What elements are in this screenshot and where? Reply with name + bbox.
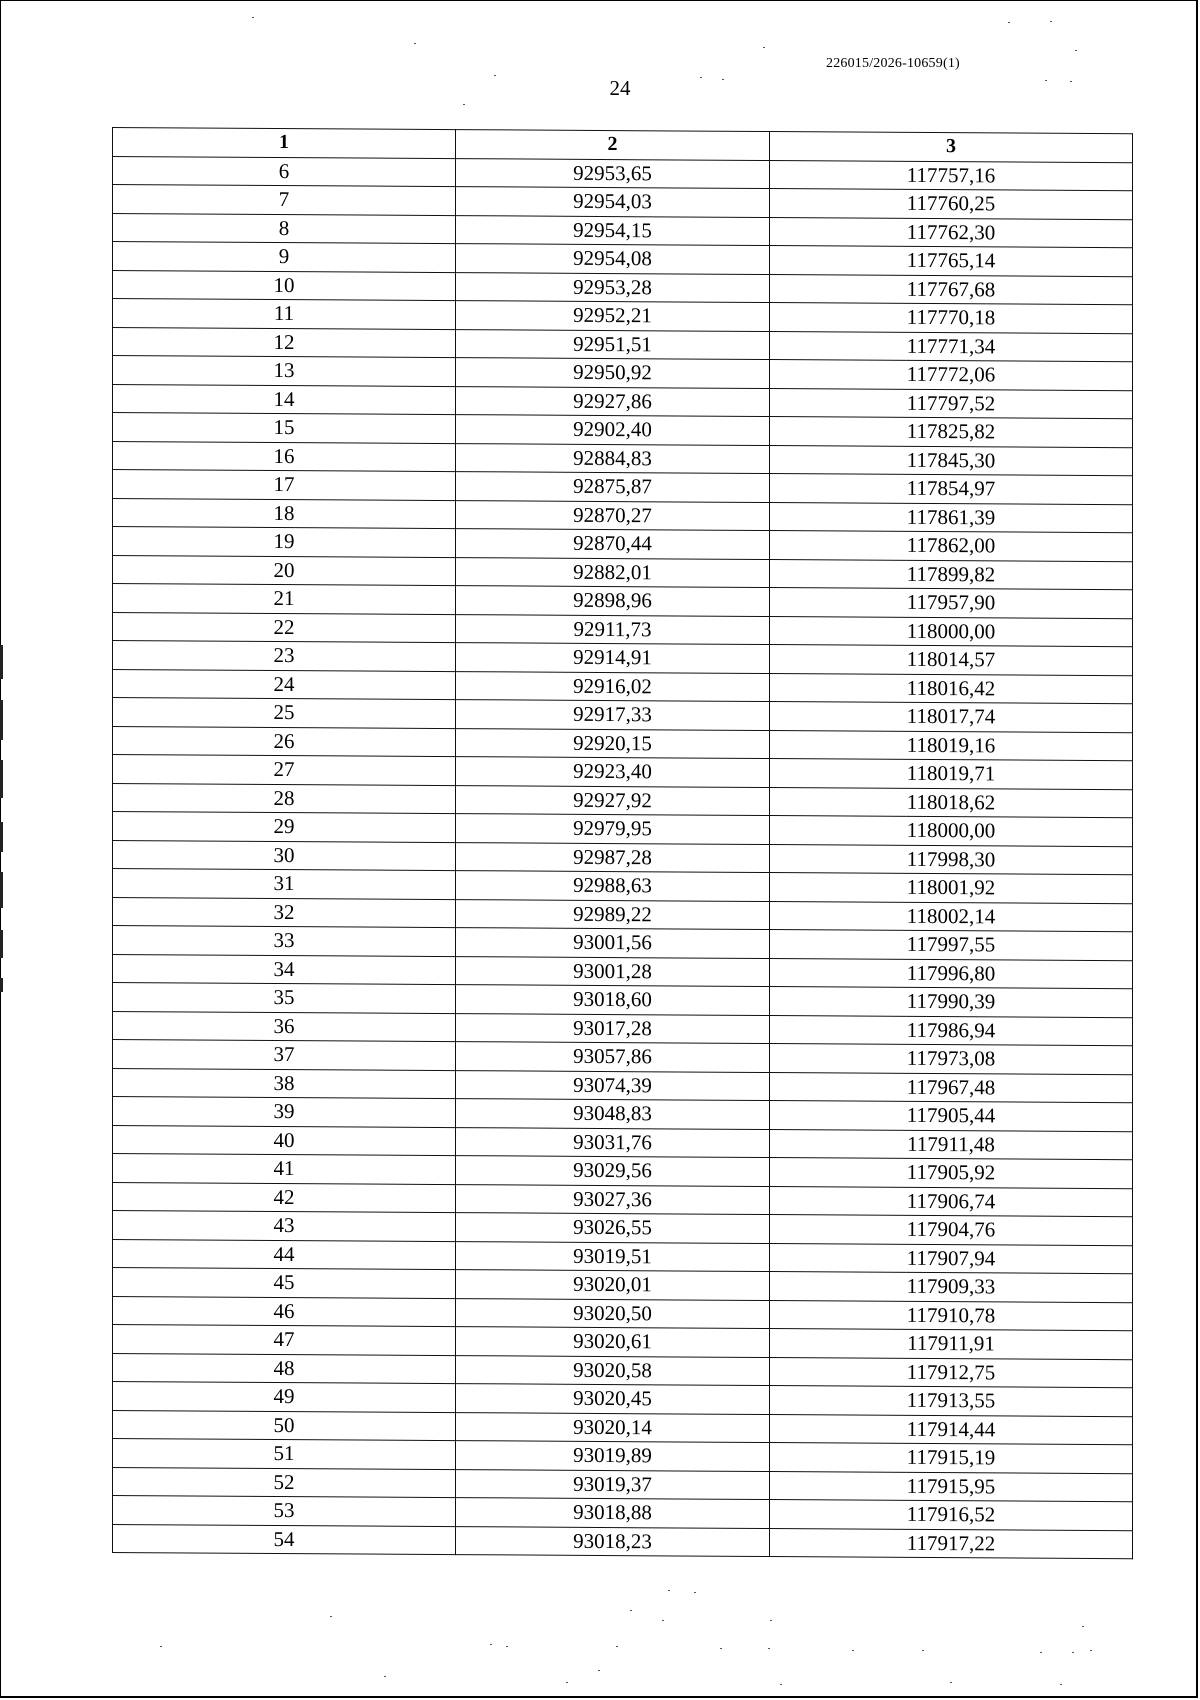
scan-speck bbox=[598, 1670, 600, 1671]
y-coordinate-cell: 117771,34 bbox=[770, 331, 1133, 362]
y-coordinate-cell: 117797,52 bbox=[770, 388, 1133, 419]
scan-speck bbox=[722, 79, 724, 80]
point-number-cell: 30 bbox=[113, 840, 456, 871]
x-coordinate-cell: 92902,40 bbox=[456, 415, 770, 445]
scan-edge-mark bbox=[0, 760, 3, 798]
x-coordinate-cell: 92927,86 bbox=[456, 386, 770, 416]
scan-speck bbox=[720, 1648, 722, 1649]
point-number-cell: 28 bbox=[113, 783, 456, 814]
x-coordinate-cell: 92953,65 bbox=[456, 158, 770, 188]
x-coordinate-cell: 92950,92 bbox=[456, 358, 770, 388]
point-number-cell: 21 bbox=[113, 584, 456, 615]
scan-speck bbox=[770, 1620, 772, 1621]
point-number-cell: 16 bbox=[113, 441, 456, 472]
point-number-cell: 19 bbox=[113, 527, 456, 558]
point-number-cell: 38 bbox=[113, 1068, 456, 1099]
point-number-cell: 13 bbox=[113, 356, 456, 387]
point-number-cell: 43 bbox=[113, 1211, 456, 1242]
point-number-cell: 9 bbox=[113, 242, 456, 273]
scan-speck bbox=[668, 1590, 670, 1591]
point-number-cell: 34 bbox=[113, 954, 456, 985]
x-coordinate-cell: 92870,27 bbox=[456, 500, 770, 530]
y-coordinate-cell: 118001,92 bbox=[770, 873, 1133, 904]
x-coordinate-cell: 92954,15 bbox=[456, 215, 770, 245]
y-coordinate-cell: 117911,91 bbox=[770, 1329, 1133, 1360]
x-coordinate-cell: 93020,01 bbox=[456, 1270, 770, 1300]
y-coordinate-cell: 117914,44 bbox=[770, 1414, 1133, 1445]
y-coordinate-cell: 117905,92 bbox=[770, 1158, 1133, 1189]
scan-speck bbox=[852, 1650, 854, 1651]
table-body bbox=[113, 156, 1133, 1559]
page-number: 24 bbox=[609, 76, 631, 100]
scan-speck bbox=[694, 1592, 696, 1593]
y-coordinate-cell: 117909,33 bbox=[770, 1272, 1133, 1303]
point-number-cell: 41 bbox=[113, 1154, 456, 1185]
x-coordinate-cell: 92988,63 bbox=[456, 871, 770, 901]
x-coordinate-cell: 92884,83 bbox=[456, 443, 770, 473]
y-coordinate-cell: 117861,39 bbox=[770, 502, 1133, 533]
x-coordinate-cell: 92953,28 bbox=[456, 272, 770, 302]
y-coordinate-cell: 117772,06 bbox=[770, 360, 1133, 391]
scan-speck bbox=[463, 104, 465, 105]
y-coordinate-cell: 118016,42 bbox=[770, 673, 1133, 704]
y-coordinate-cell: 117915,19 bbox=[770, 1443, 1133, 1474]
scan-speck bbox=[1082, 1626, 1084, 1627]
x-coordinate-cell: 92989,22 bbox=[456, 899, 770, 929]
point-number-cell: 33 bbox=[113, 926, 456, 957]
x-coordinate-cell: 93019,89 bbox=[456, 1441, 770, 1471]
y-coordinate-cell: 117862,00 bbox=[770, 531, 1133, 562]
y-coordinate-cell: 117917,22 bbox=[770, 1528, 1133, 1559]
x-coordinate-cell: 92875,87 bbox=[456, 472, 770, 502]
point-number-cell: 54 bbox=[113, 1524, 456, 1555]
x-coordinate-cell: 93020,50 bbox=[456, 1298, 770, 1328]
point-number-cell: 36 bbox=[113, 1011, 456, 1042]
point-number-cell: 27 bbox=[113, 755, 456, 786]
scan-speck bbox=[330, 1616, 332, 1617]
point-number-cell: 8 bbox=[113, 213, 456, 244]
scan-speck bbox=[1090, 1650, 1092, 1651]
x-coordinate-cell: 92927,92 bbox=[456, 785, 770, 815]
y-coordinate-cell: 117915,95 bbox=[770, 1471, 1133, 1502]
x-coordinate-cell: 93027,36 bbox=[456, 1184, 770, 1214]
coordinates-table bbox=[112, 127, 1133, 1559]
point-number-cell: 32 bbox=[113, 897, 456, 928]
scan-speck bbox=[252, 17, 254, 18]
point-number-cell: 15 bbox=[113, 413, 456, 444]
x-coordinate-cell: 92954,08 bbox=[456, 244, 770, 274]
scan-speck bbox=[780, 1684, 782, 1685]
scan-edge-mark bbox=[0, 978, 3, 992]
x-coordinate-cell: 93001,56 bbox=[456, 928, 770, 958]
column-header: 2 bbox=[456, 130, 770, 160]
point-number-cell: 46 bbox=[113, 1296, 456, 1327]
y-coordinate-cell: 117854,97 bbox=[770, 474, 1133, 505]
point-number-cell: 49 bbox=[113, 1382, 456, 1413]
y-coordinate-cell: 118000,00 bbox=[770, 816, 1133, 847]
x-coordinate-cell: 93017,28 bbox=[456, 1013, 770, 1043]
scan-speck bbox=[768, 1648, 770, 1649]
x-coordinate-cell: 93019,51 bbox=[456, 1241, 770, 1271]
point-number-cell: 12 bbox=[113, 327, 456, 358]
scan-speck bbox=[763, 47, 765, 48]
y-coordinate-cell: 117765,14 bbox=[770, 246, 1133, 277]
x-coordinate-cell: 92979,95 bbox=[456, 814, 770, 844]
scan-speck bbox=[1040, 1652, 1042, 1653]
y-coordinate-cell: 117990,39 bbox=[770, 987, 1133, 1018]
y-coordinate-cell: 117906,74 bbox=[770, 1186, 1133, 1217]
point-number-cell: 14 bbox=[113, 384, 456, 415]
point-number-cell: 40 bbox=[113, 1125, 456, 1156]
x-coordinate-cell: 92920,15 bbox=[456, 728, 770, 758]
scan-edge-mark bbox=[0, 645, 3, 679]
x-coordinate-cell: 92916,02 bbox=[456, 671, 770, 701]
y-coordinate-cell: 117913,55 bbox=[770, 1386, 1133, 1417]
point-number-cell: 37 bbox=[113, 1040, 456, 1071]
x-coordinate-cell: 93026,55 bbox=[456, 1213, 770, 1243]
scan-speck bbox=[160, 1646, 162, 1647]
column-header: 3 bbox=[770, 132, 1133, 163]
point-number-cell: 51 bbox=[113, 1439, 456, 1470]
point-number-cell: 39 bbox=[113, 1097, 456, 1128]
x-coordinate-cell: 93020,58 bbox=[456, 1355, 770, 1385]
point-number-cell: 26 bbox=[113, 726, 456, 757]
y-coordinate-cell: 118019,16 bbox=[770, 730, 1133, 761]
scan-speck bbox=[494, 75, 496, 76]
scan-speck bbox=[1008, 22, 1010, 23]
y-coordinate-cell: 118000,00 bbox=[770, 616, 1133, 647]
y-coordinate-cell: 117916,52 bbox=[770, 1500, 1133, 1531]
y-coordinate-cell: 117899,82 bbox=[770, 559, 1133, 590]
y-coordinate-cell: 117845,30 bbox=[770, 445, 1133, 476]
y-coordinate-cell: 117957,90 bbox=[770, 588, 1133, 619]
point-number-cell: 35 bbox=[113, 983, 456, 1014]
y-coordinate-cell: 118014,57 bbox=[770, 645, 1133, 676]
point-number-cell: 17 bbox=[113, 470, 456, 501]
x-coordinate-cell: 93020,61 bbox=[456, 1327, 770, 1357]
point-number-cell: 6 bbox=[113, 156, 456, 187]
x-coordinate-cell: 92882,01 bbox=[456, 557, 770, 587]
point-number-cell: 22 bbox=[113, 612, 456, 643]
x-coordinate-cell: 93018,88 bbox=[456, 1498, 770, 1528]
y-coordinate-cell: 117760,25 bbox=[770, 189, 1133, 220]
y-coordinate-cell: 118002,14 bbox=[770, 901, 1133, 932]
y-coordinate-cell: 117973,08 bbox=[770, 1044, 1133, 1075]
table-row bbox=[113, 1524, 1133, 1559]
scan-speck bbox=[616, 1646, 618, 1647]
point-number-cell: 20 bbox=[113, 555, 456, 586]
point-number-cell: 25 bbox=[113, 698, 456, 729]
x-coordinate-cell: 93031,76 bbox=[456, 1127, 770, 1157]
point-number-cell: 53 bbox=[113, 1496, 456, 1527]
x-coordinate-cell: 92952,21 bbox=[456, 301, 770, 331]
scan-speck bbox=[662, 1620, 664, 1621]
scan-speck bbox=[1060, 1684, 1062, 1685]
x-coordinate-cell: 92898,96 bbox=[456, 586, 770, 616]
point-number-cell: 42 bbox=[113, 1182, 456, 1213]
x-coordinate-cell: 93020,14 bbox=[456, 1412, 770, 1442]
point-number-cell: 10 bbox=[113, 270, 456, 301]
x-coordinate-cell: 92914,91 bbox=[456, 643, 770, 673]
x-coordinate-cell: 93018,23 bbox=[456, 1526, 770, 1556]
column-header: 1 bbox=[113, 128, 456, 159]
scan-speck bbox=[414, 43, 416, 44]
y-coordinate-cell: 117907,94 bbox=[770, 1243, 1133, 1274]
scan-speck bbox=[1072, 1652, 1074, 1653]
y-coordinate-cell: 117996,80 bbox=[770, 958, 1133, 989]
x-coordinate-cell: 93029,56 bbox=[456, 1156, 770, 1186]
y-coordinate-cell: 117825,82 bbox=[770, 417, 1133, 448]
y-coordinate-cell: 117911,48 bbox=[770, 1129, 1133, 1160]
y-coordinate-cell: 117905,44 bbox=[770, 1101, 1133, 1132]
y-coordinate-cell: 117762,30 bbox=[770, 217, 1133, 248]
x-coordinate-cell: 93019,37 bbox=[456, 1469, 770, 1499]
scan-speck bbox=[950, 1682, 952, 1683]
y-coordinate-cell: 117757,16 bbox=[770, 160, 1133, 191]
scan-speck bbox=[490, 1644, 492, 1645]
scan-speck bbox=[1050, 21, 1052, 22]
x-coordinate-cell: 92911,73 bbox=[456, 614, 770, 644]
point-number-cell: 50 bbox=[113, 1410, 456, 1441]
x-coordinate-cell: 92951,51 bbox=[456, 329, 770, 359]
scan-edge-mark bbox=[0, 872, 3, 908]
point-number-cell: 29 bbox=[113, 812, 456, 843]
document-id: 226015/2026-10659(1) bbox=[826, 56, 960, 71]
x-coordinate-cell: 93018,60 bbox=[456, 985, 770, 1015]
y-coordinate-cell: 117998,30 bbox=[770, 844, 1133, 875]
scan-speck bbox=[630, 1610, 632, 1611]
scan-speck bbox=[506, 1646, 508, 1647]
scan-edge-mark bbox=[0, 700, 3, 740]
point-number-cell: 31 bbox=[113, 869, 456, 900]
x-coordinate-cell: 93074,39 bbox=[456, 1070, 770, 1100]
scan-speck bbox=[384, 1676, 386, 1677]
x-coordinate-cell: 93057,86 bbox=[456, 1042, 770, 1072]
scan-speck bbox=[1070, 81, 1072, 82]
point-number-cell: 18 bbox=[113, 498, 456, 529]
point-number-cell: 45 bbox=[113, 1268, 456, 1299]
y-coordinate-cell: 118019,71 bbox=[770, 759, 1133, 790]
x-coordinate-cell: 93048,83 bbox=[456, 1099, 770, 1129]
point-number-cell: 7 bbox=[113, 185, 456, 216]
scan-speck bbox=[700, 77, 702, 78]
point-number-cell: 11 bbox=[113, 299, 456, 330]
scan-edge-mark bbox=[0, 822, 3, 852]
y-coordinate-cell: 117910,78 bbox=[770, 1300, 1133, 1331]
scan-edge-mark bbox=[0, 930, 3, 958]
y-coordinate-cell: 118018,62 bbox=[770, 787, 1133, 818]
scan-speck bbox=[1075, 50, 1077, 51]
point-number-cell: 24 bbox=[113, 669, 456, 700]
y-coordinate-cell: 117997,55 bbox=[770, 930, 1133, 961]
x-coordinate-cell: 92917,33 bbox=[456, 700, 770, 730]
point-number-cell: 47 bbox=[113, 1325, 456, 1356]
scan-speck bbox=[1045, 80, 1047, 81]
y-coordinate-cell: 117770,18 bbox=[770, 303, 1133, 334]
point-number-cell: 23 bbox=[113, 641, 456, 672]
x-coordinate-cell: 93001,28 bbox=[456, 956, 770, 986]
y-coordinate-cell: 118017,74 bbox=[770, 702, 1133, 733]
y-coordinate-cell: 117967,48 bbox=[770, 1072, 1133, 1103]
y-coordinate-cell: 117767,68 bbox=[770, 274, 1133, 305]
scan-speck bbox=[922, 1650, 924, 1651]
x-coordinate-cell: 92954,03 bbox=[456, 187, 770, 217]
x-coordinate-cell: 92923,40 bbox=[456, 757, 770, 787]
coordinates-table-wrapper bbox=[112, 127, 1132, 1559]
x-coordinate-cell: 92987,28 bbox=[456, 842, 770, 872]
point-number-cell: 44 bbox=[113, 1239, 456, 1270]
point-number-cell: 48 bbox=[113, 1353, 456, 1384]
y-coordinate-cell: 117912,75 bbox=[770, 1357, 1133, 1388]
point-number-cell: 52 bbox=[113, 1467, 456, 1498]
y-coordinate-cell: 117986,94 bbox=[770, 1015, 1133, 1046]
scan-speck bbox=[566, 1682, 568, 1683]
x-coordinate-cell: 93020,45 bbox=[456, 1384, 770, 1414]
x-coordinate-cell: 92870,44 bbox=[456, 529, 770, 559]
y-coordinate-cell: 117904,76 bbox=[770, 1215, 1133, 1246]
